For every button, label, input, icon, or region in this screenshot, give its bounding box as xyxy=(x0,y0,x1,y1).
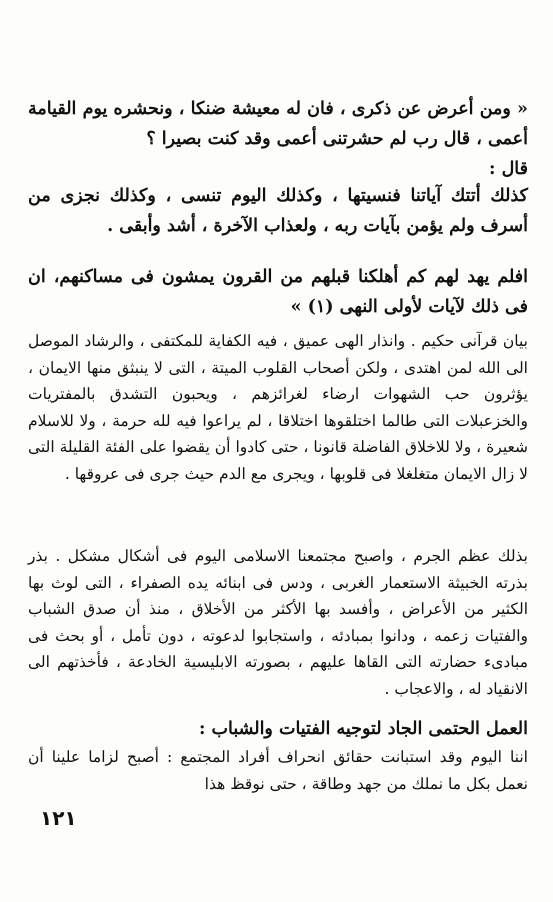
body-paragraph-2: بذلك عظم الجرم ، واصبح مجتمعنا الاسلامى اليوم فى أشكال مشكل . بذر بذرته الخبيثة الاستعمار الغربى ، ودس فى ابنائه يده الصفراء ، التى لوث بها الكثير من الأعراض ، وأفسد بها الأكثر من الأخلاق ، منذ أن صدق الشباب والفتيات زعمه ، ودانوا بمبادئه ، واستجابوا لدعوته ، دون تأمل ، أو بحث فى مبادىء حضارته التى القاها عليهم ، بصورته الابليسية الخادعة ، فأخذتهم الى الانقياد له ، والاعجاب . xyxy=(28,547,528,698)
quran-verse-1: « ومن أعرض عن ذكرى ، فان له معيشة ضنكا ، ونحشره يوم القيامة أعمى ، قال رب لم حشرتنى أعمى وقد كنت بصيرا ؟ xyxy=(28,99,528,149)
section-heading: العمل الحتمى الجاد لتوجيه الفتيات والشباب : xyxy=(198,719,528,739)
page-number: ١٢١ xyxy=(40,806,77,830)
body-paragraph-3: اننا اليوم وقد استبانت حقائق انحراف أفراد المجتمع : أصبح لزاما علينا أن نعمل بكل ما نملك من جهد وطاقة ، حتى نوقظ هذا xyxy=(28,748,528,793)
quran-verse-4: افلم يهد لهم كم أهلكنا قبلهم من القرون يمشون فى مساكنهم، ان فى ذلك لآيات لأولى النهى (١) » xyxy=(28,267,528,317)
quran-verse-2: قال : xyxy=(489,159,528,179)
quran-verse-3: كذلك أتتك آياتنا فنسيتها ، وكذلك اليوم تنسى ، وكذلك نجزى من أسرف ولم يؤمن بآيات ربه ، ولعذاب الآخرة ، أشد وأبقى . xyxy=(28,186,528,236)
body-paragraph-1: بيان قرآنى حكيم . وانذار الهى عميق ، فيه الكفاية للمكتفى ، والرشاد الموصل الى الله لمن اهتدى ، ولكن أصحاب القلوب الميتة ، التى لا ينبثق منها الايمان ، يؤثرون حب الشهوات ارضاء لغرائزهم ، ويحبون التشدق بالمفتريات والخزعبلات التى طالما اختلقوها اختلاقا ، لم يراعوا فيه لله حرمة ، ولا للاسلام شعيرة ، ولا للاخلاق الفاضلة قانونا ، حتى كادوا أن يقضوا على الفئة القليلة التى لا زال الايمان متغلغلا فى قلوبها ، ويجرى مع الدم حيث جرى فى عروقها . xyxy=(28,332,528,483)
